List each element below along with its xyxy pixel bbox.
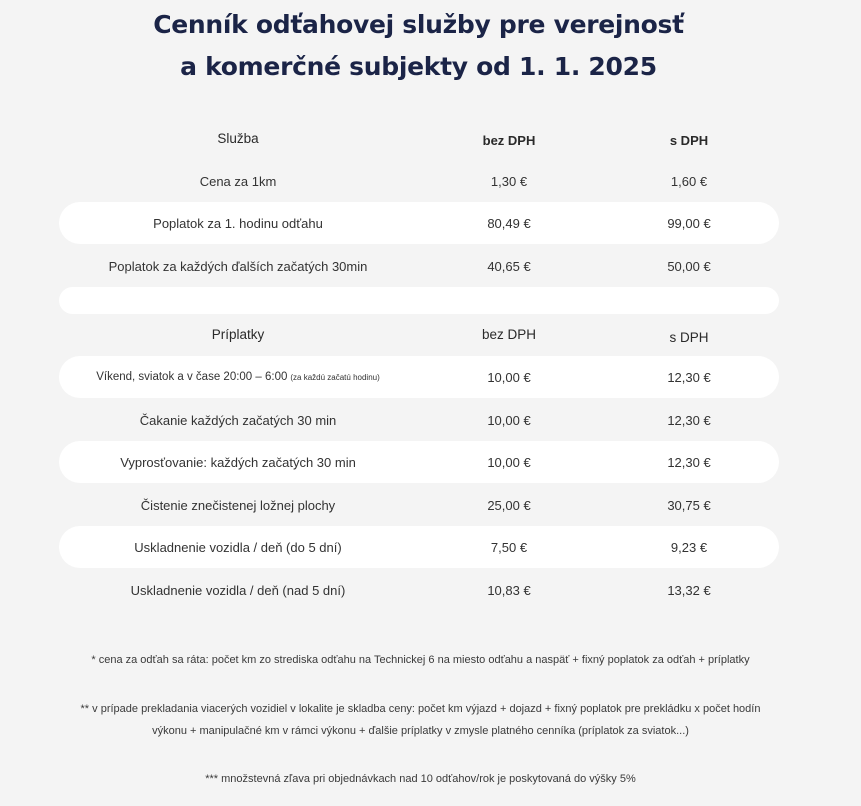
- price-with-vat: 50,00 €: [667, 258, 711, 274]
- page-title: [0, 4, 837, 88]
- column-header-with-vat: s DPH: [669, 329, 709, 345]
- price-without-vat: 10,83 €: [487, 582, 531, 598]
- service-name: Cena za 1km: [199, 173, 277, 189]
- footnote-2-line-2: výkonu + manipulačné km v rámci výkonu + ďalšie príplatky v zmysle platného cenníka (príplatok za sviatok...): [152, 725, 689, 737]
- surcharge-name: Uskladnenie vozidla / deň (nad 5 dní): [130, 582, 346, 598]
- column-header-without-vat: bez DPH: [482, 132, 536, 148]
- surcharge-note: (za každú začatú hodinu): [290, 372, 380, 382]
- footnote-2: [40, 698, 801, 742]
- footnote-2-line-1: ** v prípade prekladania viacerých vozidiel v lokalite je skladba ceny: počet km výjazd + dojazd + fixný poplatok pre prekládku x počet hodín: [80, 703, 761, 715]
- title-line-2: a komerčné subjekty od 1. 1. 2025: [180, 52, 657, 81]
- price-with-vat: 30,75 €: [667, 497, 711, 513]
- service-name: Poplatok za každých ďalších začatých 30min: [108, 258, 368, 274]
- table-row: [59, 526, 779, 568]
- services-header-row: [59, 117, 779, 159]
- surcharges-header-row: [59, 313, 779, 355]
- footnote-1: * cena za odťah sa ráta: počet km zo strediska odťahu na Technickej 6 na miesto odťahu a naspäť + fixný poplatok za odťah + príplatky: [91, 654, 750, 666]
- price-without-vat: 1,30 €: [490, 173, 528, 189]
- table-row: [59, 399, 779, 441]
- price-without-vat: 25,00 €: [487, 497, 531, 513]
- surcharge-label: Víkend, sviatok a v čase 20:00 – 6:00: [96, 371, 288, 383]
- surcharge-name: Vyprosťovanie: každých začatých 30 min: [120, 454, 356, 470]
- column-header-surcharge: Príplatky: [211, 326, 265, 342]
- table-row: [59, 245, 779, 287]
- surcharge-name: Čistenie znečistenej ložnej plochy: [140, 497, 336, 513]
- price-with-vat: 12,30 €: [667, 412, 711, 428]
- price-without-vat: 10,00 €: [487, 412, 531, 428]
- price-without-vat: 7,50 €: [490, 539, 528, 555]
- title-line-1: Cenník odťahovej služby pre verejnosť: [153, 10, 684, 39]
- price-without-vat: 40,65 €: [487, 258, 531, 274]
- surcharge-name: Uskladnenie vozidla / deň (do 5 dní): [134, 539, 342, 555]
- table-row: [59, 356, 779, 398]
- table-row: [59, 484, 779, 526]
- price-with-vat: 12,30 €: [667, 454, 711, 470]
- price-without-vat: 10,00 €: [487, 369, 531, 385]
- surcharge-name: [59, 356, 417, 398]
- service-name: Poplatok za 1. hodinu odťahu: [153, 215, 323, 231]
- table-row: [59, 202, 779, 244]
- table-row: [59, 441, 779, 483]
- price-without-vat: 80,49 €: [487, 215, 531, 231]
- section-divider: [59, 287, 779, 314]
- column-header-with-vat: s DPH: [669, 132, 709, 148]
- price-with-vat: 99,00 €: [667, 215, 711, 231]
- column-header-service: Služba: [217, 130, 259, 146]
- price-with-vat: 12,30 €: [667, 369, 711, 385]
- column-header-without-vat: bez DPH: [481, 326, 537, 342]
- price-with-vat: 13,32 €: [667, 582, 711, 598]
- surcharge-name: Čakanie každých začatých 30 min: [139, 412, 337, 428]
- table-row: [59, 569, 779, 611]
- table-row: [59, 160, 779, 202]
- price-without-vat: 10,00 €: [487, 454, 531, 470]
- price-with-vat: 1,60 €: [670, 173, 708, 189]
- price-with-vat: 9,23 €: [670, 539, 708, 555]
- footnote-3: *** množstevná zľava pri objednávkach nad 10 odťahov/rok je poskytovaná do výšky 5%: [205, 773, 636, 785]
